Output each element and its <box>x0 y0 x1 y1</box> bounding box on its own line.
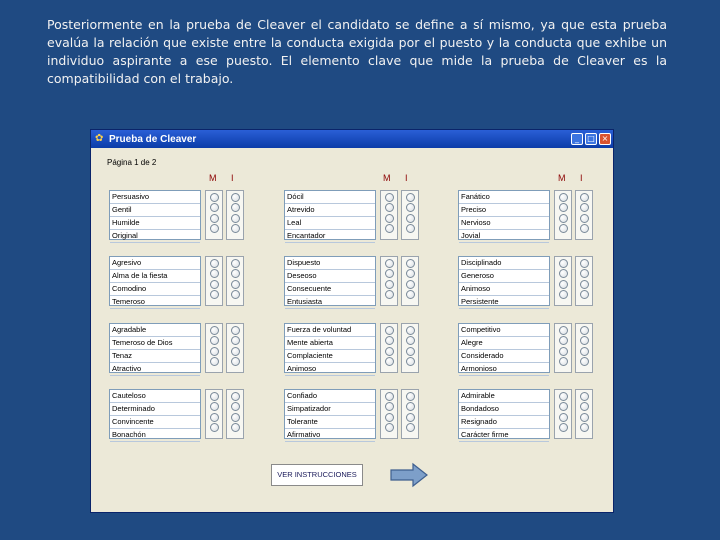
radio-m[interactable] <box>559 357 568 366</box>
radio-m[interactable] <box>385 269 394 278</box>
radio-i[interactable] <box>231 326 240 335</box>
adjective-item: Convincente <box>110 416 200 429</box>
radio-i[interactable] <box>580 193 589 202</box>
adjective-item: Entusiasta <box>285 296 375 309</box>
radio-m[interactable] <box>559 423 568 432</box>
adjective-item: Dócil <box>285 191 375 204</box>
radio-m[interactable] <box>385 402 394 411</box>
radio-column-m <box>380 256 398 306</box>
radio-i[interactable] <box>580 423 589 432</box>
close-button[interactable]: × <box>599 133 611 145</box>
maximize-button[interactable]: □ <box>585 133 597 145</box>
adjective-item: Alma de la fiesta <box>110 270 200 283</box>
radio-column-i <box>575 190 593 240</box>
adjective-item: Mente abierta <box>285 337 375 350</box>
column-m-label: M <box>383 173 391 183</box>
radio-i[interactable] <box>406 347 415 356</box>
radio-m[interactable] <box>210 193 219 202</box>
radio-i[interactable] <box>231 259 240 268</box>
adjective-item: Agresivo <box>110 257 200 270</box>
radio-m[interactable] <box>210 269 219 278</box>
radio-column-i <box>226 256 244 306</box>
radio-m[interactable] <box>210 392 219 401</box>
adjective-item: Original <box>110 230 200 243</box>
adjective-item: Tolerante <box>285 416 375 429</box>
adjective-list <box>458 256 550 306</box>
adjective-item: Considerado <box>459 350 549 363</box>
radio-i[interactable] <box>231 214 240 223</box>
radio-i[interactable] <box>580 259 589 268</box>
radio-column-m <box>554 389 572 439</box>
radio-i[interactable] <box>231 224 240 233</box>
radio-i[interactable] <box>580 290 589 299</box>
radio-column-i <box>401 323 419 373</box>
radio-i[interactable] <box>231 290 240 299</box>
radio-i[interactable] <box>406 392 415 401</box>
radio-m[interactable] <box>210 259 219 268</box>
radio-i[interactable] <box>580 203 589 212</box>
radio-i[interactable] <box>231 392 240 401</box>
radio-column-i <box>226 389 244 439</box>
radio-column-i <box>226 323 244 373</box>
radio-i[interactable] <box>406 326 415 335</box>
page-indicator: Página 1 de 2 <box>107 158 157 167</box>
radio-column-i <box>575 389 593 439</box>
radio-m[interactable] <box>210 347 219 356</box>
adjective-item: Deseoso <box>285 270 375 283</box>
radio-i[interactable] <box>231 357 240 366</box>
radio-m[interactable] <box>385 336 394 345</box>
radio-i[interactable] <box>406 193 415 202</box>
radio-i[interactable] <box>231 347 240 356</box>
radio-m[interactable] <box>559 280 568 289</box>
radio-m[interactable] <box>559 214 568 223</box>
adjective-list <box>458 190 550 240</box>
radio-m[interactable] <box>385 203 394 212</box>
radio-m[interactable] <box>559 203 568 212</box>
radio-m[interactable] <box>210 402 219 411</box>
adjective-item: Dispuesto <box>285 257 375 270</box>
adjective-item: Bondadoso <box>459 403 549 416</box>
radio-m[interactable] <box>559 402 568 411</box>
radio-i[interactable] <box>580 336 589 345</box>
radio-i[interactable] <box>580 413 589 422</box>
radio-m[interactable] <box>210 280 219 289</box>
radio-i[interactable] <box>580 214 589 223</box>
radio-i[interactable] <box>406 413 415 422</box>
adjective-list <box>284 323 376 373</box>
radio-i[interactable] <box>406 402 415 411</box>
adjective-item: Carácter firme <box>459 429 549 442</box>
radio-i[interactable] <box>231 402 240 411</box>
radio-m[interactable] <box>559 269 568 278</box>
adjective-item: Simpatizador <box>285 403 375 416</box>
adjective-item: Consecuente <box>285 283 375 296</box>
radio-column-m <box>554 323 572 373</box>
adjective-item: Nervioso <box>459 217 549 230</box>
radio-m[interactable] <box>559 413 568 422</box>
radio-m[interactable] <box>559 347 568 356</box>
adjective-item: Admirable <box>459 390 549 403</box>
adjective-item: Complaciente <box>285 350 375 363</box>
adjective-item: Preciso <box>459 204 549 217</box>
radio-m[interactable] <box>210 423 219 432</box>
radio-m[interactable] <box>385 193 394 202</box>
adjective-item: Generoso <box>459 270 549 283</box>
radio-column-i <box>575 323 593 373</box>
radio-m[interactable] <box>559 224 568 233</box>
adjective-item: Cauteloso <box>110 390 200 403</box>
radio-m[interactable] <box>385 224 394 233</box>
adjective-item: Competitivo <box>459 324 549 337</box>
radio-i[interactable] <box>580 224 589 233</box>
adjective-item: Disciplinado <box>459 257 549 270</box>
radio-column-m <box>380 389 398 439</box>
window-titlebar <box>91 130 613 148</box>
radio-m[interactable] <box>559 290 568 299</box>
radio-m[interactable] <box>559 326 568 335</box>
radio-i[interactable] <box>580 357 589 366</box>
adjective-item: Animoso <box>285 363 375 376</box>
radio-i[interactable] <box>580 269 589 278</box>
radio-column-i <box>401 389 419 439</box>
radio-m[interactable] <box>210 336 219 345</box>
radio-i[interactable] <box>231 203 240 212</box>
radio-i[interactable] <box>406 423 415 432</box>
radio-i[interactable] <box>406 224 415 233</box>
radio-i[interactable] <box>580 392 589 401</box>
adjective-item: Temeroso de Dios <box>110 337 200 350</box>
adjective-list <box>284 256 376 306</box>
radio-m[interactable] <box>385 347 394 356</box>
radio-i[interactable] <box>406 357 415 366</box>
radio-m[interactable] <box>210 203 219 212</box>
adjective-item: Confiado <box>285 390 375 403</box>
radio-i[interactable] <box>580 326 589 335</box>
radio-i[interactable] <box>580 402 589 411</box>
radio-column-m <box>380 323 398 373</box>
column-i-label: I <box>231 173 234 183</box>
radio-m[interactable] <box>385 423 394 432</box>
column-m-label: M <box>558 173 566 183</box>
adjective-item: Afirmativo <box>285 429 375 442</box>
radio-column-i <box>401 256 419 306</box>
view-instructions-button[interactable]: VER INSTRUCCIONES <box>271 464 363 486</box>
column-m-label: M <box>209 173 217 183</box>
column-i-label: I <box>580 173 583 183</box>
radio-i[interactable] <box>406 290 415 299</box>
radio-i[interactable] <box>406 214 415 223</box>
radio-m[interactable] <box>210 290 219 299</box>
adjective-item: Animoso <box>459 283 549 296</box>
radio-i[interactable] <box>580 347 589 356</box>
adjective-item: Temeroso <box>110 296 200 309</box>
adjective-item: Alegre <box>459 337 549 350</box>
adjective-item: Bonachón <box>110 429 200 442</box>
radio-m[interactable] <box>559 259 568 268</box>
adjective-item: Fuerza de voluntad <box>285 324 375 337</box>
radio-column-m <box>205 389 223 439</box>
radio-column-i <box>226 190 244 240</box>
adjective-list <box>458 323 550 373</box>
adjective-item: Tenaz <box>110 350 200 363</box>
radio-m[interactable] <box>385 413 394 422</box>
radio-i[interactable] <box>231 269 240 278</box>
radio-i[interactable] <box>580 280 589 289</box>
window-title: Prueba de Cleaver <box>109 133 197 145</box>
radio-m[interactable] <box>385 392 394 401</box>
adjective-item: Persuasivo <box>110 191 200 204</box>
adjective-list <box>284 389 376 439</box>
radio-m[interactable] <box>559 392 568 401</box>
radio-m[interactable] <box>210 326 219 335</box>
radio-m[interactable] <box>385 214 394 223</box>
radio-i[interactable] <box>231 280 240 289</box>
radio-m[interactable] <box>559 193 568 202</box>
radio-i[interactable] <box>406 280 415 289</box>
adjective-item: Atractivo <box>110 363 200 376</box>
cleaver-test-window <box>90 129 614 513</box>
adjective-list <box>109 323 201 373</box>
radio-i[interactable] <box>231 423 240 432</box>
radio-column-i <box>401 190 419 240</box>
adjective-item: Jovial <box>459 230 549 243</box>
adjective-item: Resignado <box>459 416 549 429</box>
adjective-list <box>109 389 201 439</box>
adjective-list <box>284 190 376 240</box>
adjective-item: Humilde <box>110 217 200 230</box>
adjective-item: Fanático <box>459 191 549 204</box>
radio-i[interactable] <box>406 336 415 345</box>
app-icon: ✿ <box>95 133 104 144</box>
adjective-item: Determinado <box>110 403 200 416</box>
radio-m[interactable] <box>385 280 394 289</box>
radio-column-m <box>554 190 572 240</box>
radio-i[interactable] <box>231 336 240 345</box>
slide-caption: Posteriormente en la prueba de Cleaver el candidato se define a sí mismo, ya que esta prueba evalúa la relación que existe entre la conducta exigida por el puesto y la conducta que exhibe un individuo aspirante a ese puesto. El elemento clave que mide la prueba de Cleaver es la compatibilidad con el trabajo. <box>47 17 667 86</box>
radio-column-m <box>205 190 223 240</box>
radio-column-m <box>205 256 223 306</box>
radio-m[interactable] <box>385 326 394 335</box>
adjective-item: Gentil <box>110 204 200 217</box>
radio-column-m <box>205 323 223 373</box>
radio-i[interactable] <box>406 203 415 212</box>
radio-m[interactable] <box>559 336 568 345</box>
radio-m[interactable] <box>385 290 394 299</box>
radio-column-m <box>554 256 572 306</box>
radio-m[interactable] <box>385 357 394 366</box>
adjective-item: Comodino <box>110 283 200 296</box>
radio-m[interactable] <box>385 259 394 268</box>
next-arrow-icon[interactable] <box>389 462 429 488</box>
radio-m[interactable] <box>210 224 219 233</box>
radio-i[interactable] <box>231 193 240 202</box>
adjective-list <box>109 256 201 306</box>
adjective-list <box>458 389 550 439</box>
column-i-label: I <box>405 173 408 183</box>
radio-i[interactable] <box>406 259 415 268</box>
radio-m[interactable] <box>210 413 219 422</box>
adjective-item: Atrevido <box>285 204 375 217</box>
radio-i[interactable] <box>406 269 415 278</box>
adjective-item: Encantador <box>285 230 375 243</box>
radio-column-m <box>380 190 398 240</box>
radio-m[interactable] <box>210 214 219 223</box>
adjective-item: Leal <box>285 217 375 230</box>
radio-m[interactable] <box>210 357 219 366</box>
adjective-item: Persistente <box>459 296 549 309</box>
adjective-list <box>109 190 201 240</box>
radio-i[interactable] <box>231 413 240 422</box>
radio-column-i <box>575 256 593 306</box>
adjective-item: Agradable <box>110 324 200 337</box>
adjective-item: Armonioso <box>459 363 549 376</box>
minimize-button[interactable]: _ <box>571 133 583 145</box>
